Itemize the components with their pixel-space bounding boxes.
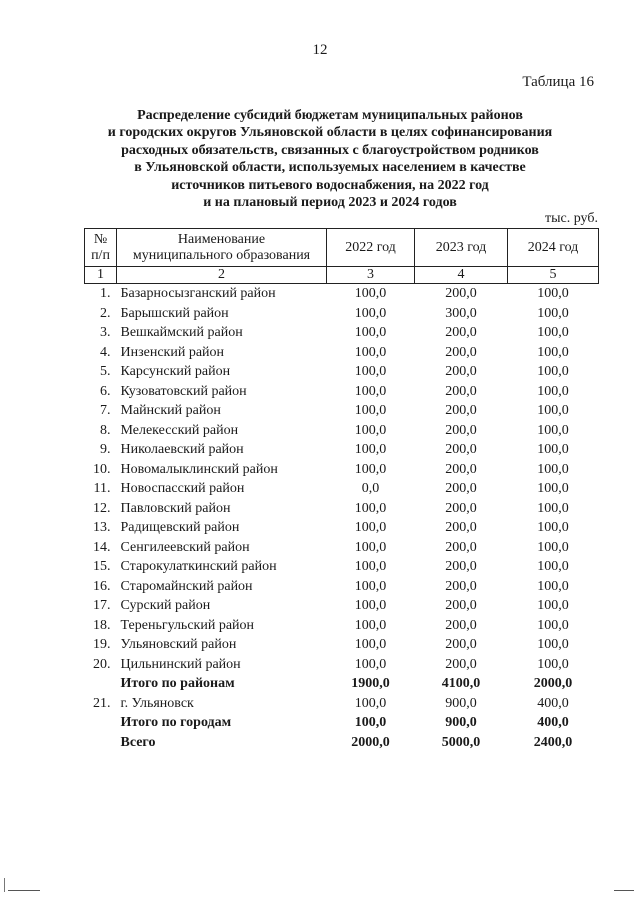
row-value-2022: 100,0 <box>354 656 387 672</box>
row-value-2022: 100,0 <box>354 383 387 399</box>
row-value-2022: 100,0 <box>354 325 387 340</box>
row-name: Мелекесский район <box>120 422 239 438</box>
row-value-2022: 100,0 <box>354 422 387 438</box>
table-row <box>85 304 599 324</box>
row-value-2024: 100,0 <box>537 344 569 360</box>
row-number: 10. <box>93 461 111 477</box>
row-value-2023: 200,0 <box>445 559 477 574</box>
row-name: г. Ульяновск <box>120 695 194 711</box>
row-number: 9. <box>100 442 111 457</box>
row-value-2022: 100,0 <box>354 539 387 555</box>
row-number: 19. <box>93 637 111 652</box>
row-number: 5. <box>100 364 111 379</box>
row-value-2024: 100,0 <box>537 617 569 633</box>
row-value-2022: 100,0 <box>354 715 387 730</box>
row-value-2023: 4100,0 <box>441 676 481 691</box>
header-name-line1: Наименование <box>177 231 266 247</box>
row-value-2024: 2000,0 <box>533 676 573 691</box>
row-value-2022: 100,0 <box>354 578 387 594</box>
row-value-2023: 200,0 <box>445 598 477 613</box>
row-value-2023: 200,0 <box>445 344 477 360</box>
row-name: Тереньгульский район <box>120 617 255 633</box>
row-value-2022: 100,0 <box>354 344 387 360</box>
row-value-2024: 100,0 <box>537 325 569 340</box>
table-row <box>85 382 599 402</box>
row-value-2023: 900,0 <box>445 695 477 711</box>
row-name: Старокулаткинский район <box>120 559 277 574</box>
row-number: 6. <box>100 383 111 399</box>
table-label: Таблица 16 <box>522 74 594 90</box>
row-name: Цильнинский район <box>120 656 241 672</box>
row-name: Инзенский район <box>120 344 225 360</box>
row-value-2024: 100,0 <box>537 656 569 672</box>
row-value-2024: 100,0 <box>537 422 569 438</box>
table-row <box>85 518 599 538</box>
row-value-2023: 200,0 <box>445 325 477 340</box>
row-name: Новоспасский район <box>120 481 245 496</box>
table-row-total <box>85 674 599 694</box>
row-value-2024: 100,0 <box>537 598 569 613</box>
table-header-row <box>85 229 599 267</box>
row-value-2024: 100,0 <box>537 500 569 516</box>
table-row <box>85 284 599 304</box>
column-index-1: 1 <box>85 267 117 284</box>
row-value-2022: 100,0 <box>354 500 387 516</box>
table-row <box>85 421 599 441</box>
table-row <box>85 460 599 480</box>
row-value-2024: 100,0 <box>537 578 569 594</box>
row-value-2023: 900,0 <box>445 715 477 730</box>
row-name: Сенгилеевский район <box>120 539 250 555</box>
column-index-row <box>85 267 599 284</box>
row-value-2023: 200,0 <box>445 656 477 672</box>
row-value-2024: 100,0 <box>537 383 569 399</box>
table-row <box>85 596 599 616</box>
table-body <box>85 284 599 753</box>
row-value-2024: 100,0 <box>537 520 569 535</box>
table-row-total <box>85 733 599 753</box>
table-row <box>85 655 599 675</box>
title-line-4: в Ульяновской области, используемых населением в качестве <box>134 160 526 176</box>
row-number: 21. <box>93 695 111 711</box>
row-value-2022: 100,0 <box>354 305 387 321</box>
document-title <box>80 107 580 211</box>
row-number: 18. <box>93 617 111 633</box>
row-value-2024: 100,0 <box>537 539 569 555</box>
row-number: 1. <box>100 286 111 301</box>
row-number: 11. <box>93 481 111 496</box>
row-value-2023: 200,0 <box>445 637 477 652</box>
row-number: 17. <box>93 598 111 613</box>
table-row <box>85 362 599 382</box>
table-row <box>85 343 599 363</box>
row-value-2022: 100,0 <box>354 695 387 711</box>
row-value-2023: 200,0 <box>445 364 477 379</box>
row-name: Вешкаймский район <box>120 325 243 340</box>
row-number: 2. <box>100 305 111 321</box>
row-number <box>85 674 117 694</box>
title-line-1: Распределение субсидий бюджетам муниципальных районов <box>137 108 523 123</box>
row-number: 14. <box>93 539 111 555</box>
row-value-2022: 100,0 <box>354 617 387 633</box>
subsidies-table <box>84 228 599 752</box>
header-2022: 2022 год <box>327 229 415 267</box>
row-value-2023: 300,0 <box>445 305 477 321</box>
title-line-2: и городских округов Ульяновской области в целях софинансирования <box>107 125 553 141</box>
row-number: 4. <box>100 344 111 360</box>
table-row <box>85 401 599 421</box>
row-value-2023: 200,0 <box>445 520 477 535</box>
table-row <box>85 694 599 714</box>
table-row <box>85 440 599 460</box>
column-index-5: 5 <box>508 267 599 284</box>
row-value-2024: 100,0 <box>537 364 569 379</box>
row-number: 20. <box>93 656 111 672</box>
header-name <box>117 229 327 267</box>
row-value-2022: 100,0 <box>354 442 387 457</box>
row-value-2024: 400,0 <box>537 695 569 711</box>
row-value-2023: 200,0 <box>445 461 477 477</box>
header-number-line1: № <box>93 231 108 247</box>
title-line-3: расходных обязательств, связанных с благоустройством родников <box>121 142 539 158</box>
row-name: Барышский район <box>120 305 229 321</box>
row-number: 7. <box>100 403 111 418</box>
row-value-2024: 100,0 <box>537 403 569 418</box>
row-name: Всего <box>120 734 156 750</box>
row-name: Карсунский район <box>120 364 231 379</box>
header-2024: 2024 год <box>508 229 599 267</box>
row-name: Ульяновский район <box>120 637 237 652</box>
units-label: тыс. руб. <box>545 211 598 226</box>
title-line-5: источников питьевого водоснабжения, на 2022 год <box>171 177 489 193</box>
title-line-6: и на плановый период 2023 и 2024 годов <box>203 195 457 211</box>
row-name: Кузоватовский район <box>120 383 247 399</box>
row-value-2023: 200,0 <box>445 539 477 555</box>
header-name-line2: муниципального образования <box>132 247 311 263</box>
row-name: Итого по городам <box>120 715 232 730</box>
row-value-2022: 100,0 <box>354 637 387 652</box>
row-name: Итого по районам <box>120 676 235 691</box>
table-row-total <box>85 713 599 733</box>
row-value-2022: 100,0 <box>354 598 387 613</box>
row-value-2024: 100,0 <box>537 286 569 301</box>
row-value-2022: 100,0 <box>354 461 387 477</box>
table-row <box>85 577 599 597</box>
table-row <box>85 323 599 343</box>
row-name: Николаевский район <box>120 442 244 457</box>
row-value-2024: 100,0 <box>537 442 569 457</box>
row-name: Старомайнский район <box>120 578 253 594</box>
table-row <box>85 538 599 558</box>
table-row <box>85 479 599 499</box>
row-number: 8. <box>100 422 111 438</box>
row-value-2023: 200,0 <box>445 617 477 633</box>
row-name: Радищевский район <box>120 520 240 535</box>
row-value-2022: 100,0 <box>354 559 387 574</box>
column-index-3: 3 <box>327 267 415 284</box>
row-name: Новомалыклинский район <box>120 461 278 477</box>
table-row <box>85 635 599 655</box>
row-number: 3. <box>100 325 111 340</box>
row-number: 13. <box>93 520 111 535</box>
row-value-2023: 200,0 <box>445 422 477 438</box>
row-value-2022: 100,0 <box>354 364 387 379</box>
row-value-2024: 2400,0 <box>533 734 573 750</box>
table-row <box>85 616 599 636</box>
page-edge-mark-right <box>614 890 634 891</box>
row-value-2024: 100,0 <box>537 637 569 652</box>
row-value-2022: 1900,0 <box>351 676 390 691</box>
row-name: Базарносызганский район <box>120 286 276 301</box>
row-name: Сурский район <box>120 598 211 613</box>
row-value-2022: 100,0 <box>354 286 387 301</box>
row-value-2024: 100,0 <box>537 481 569 496</box>
header-2023: 2023 год <box>415 229 508 267</box>
row-number: 15. <box>93 559 111 574</box>
row-value-2023: 200,0 <box>445 500 477 516</box>
header-number <box>85 229 117 267</box>
row-value-2022: 0,0 <box>361 481 380 496</box>
row-value-2023: 200,0 <box>445 442 477 457</box>
row-value-2024: 100,0 <box>537 305 569 321</box>
row-number: 12. <box>93 500 111 516</box>
header-number-line2: п/п <box>91 247 110 263</box>
row-value-2023: 200,0 <box>445 578 477 594</box>
column-index-2: 2 <box>117 267 327 284</box>
table-row <box>85 499 599 519</box>
row-value-2023: 200,0 <box>445 383 477 399</box>
row-value-2023: 200,0 <box>445 403 477 418</box>
page-edge-mark-vertical <box>4 878 5 892</box>
column-index-4: 4 <box>415 267 508 284</box>
row-number <box>85 733 117 753</box>
row-number: 16. <box>93 578 111 594</box>
row-value-2023: 200,0 <box>445 286 477 301</box>
row-value-2024: 400,0 <box>537 715 569 730</box>
page-number: 12 <box>312 42 328 58</box>
row-number <box>85 713 117 733</box>
row-value-2022: 100,0 <box>354 403 387 418</box>
row-name: Павловский район <box>120 500 231 516</box>
row-value-2022: 2000,0 <box>351 734 390 750</box>
row-value-2023: 5000,0 <box>441 734 481 750</box>
table-row <box>85 557 599 577</box>
row-name: Майнский район <box>120 403 221 418</box>
row-value-2023: 200,0 <box>445 481 477 496</box>
row-value-2024: 100,0 <box>537 461 569 477</box>
row-value-2022: 100,0 <box>354 520 387 535</box>
page-edge-mark <box>8 890 40 891</box>
row-value-2024: 100,0 <box>537 559 569 574</box>
